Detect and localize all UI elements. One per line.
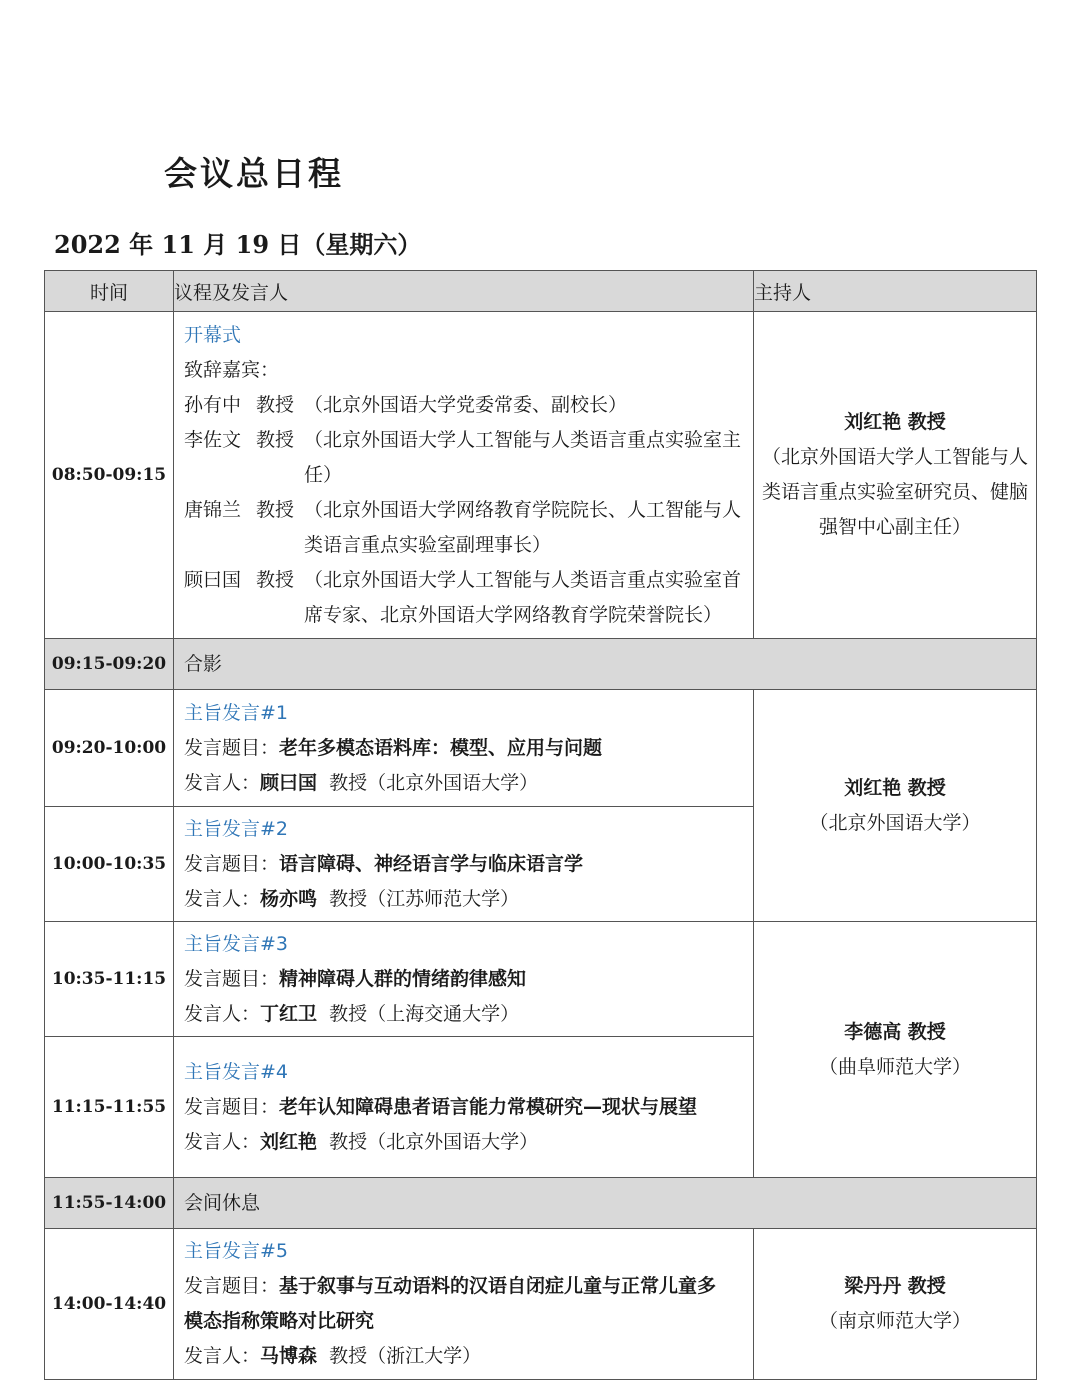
agenda-cell-photo: 合影 — [174, 639, 1037, 690]
header-time: 时间 — [45, 271, 174, 312]
time-cell: 11:15-11:55 — [45, 1037, 174, 1178]
keynote-title: 主旨发言#2 — [184, 817, 289, 840]
topic-text: 老年多模态语料库：模型、应用与问题 — [279, 736, 603, 759]
topic-line — [184, 847, 745, 882]
speaker-affiliation: （北京外国语大学） — [367, 771, 539, 794]
speaker-name: 刘红艳 — [260, 1130, 318, 1153]
agenda-cell-keynote — [174, 807, 754, 922]
time-cell: 14:00-14:40 — [45, 1229, 174, 1380]
host-cell-keynote-5 — [754, 1229, 1037, 1380]
speaker-affiliation: （北京外国语大学人工智能与人类语言重点实验室主任） — [304, 428, 742, 486]
keynote-title: 主旨发言#5 — [184, 1240, 289, 1262]
topic-label: 发言题目： — [184, 1095, 280, 1118]
speaker-affiliation: （上海交通大学） — [367, 1002, 520, 1025]
speaker-title: 教授 — [256, 498, 295, 521]
topic-line — [184, 962, 745, 997]
speaker-line — [184, 1125, 745, 1160]
speaker-title: 教授 — [329, 1345, 368, 1367]
speaker-name: 顾曰国 — [260, 771, 318, 794]
header-agenda: 议程及发言人 — [174, 271, 754, 312]
speaker-label: 发言人： — [184, 1130, 261, 1153]
host-cell-keynote-1-2 — [754, 690, 1037, 922]
guests-label: 致辞嘉宾： — [184, 358, 280, 381]
topic-text: 老年认知障碍患者语言能力常模研究—现状与展望 — [279, 1095, 698, 1118]
speaker-line — [184, 766, 745, 801]
speaker-line — [184, 882, 745, 917]
keynote-title: 主旨发言#4 — [184, 1060, 289, 1083]
keynote-title: 主旨发言#3 — [184, 932, 289, 955]
agenda-cell-break: 会间休息 — [174, 1178, 1037, 1229]
agenda-cell-keynote — [174, 1229, 754, 1380]
speaker-affiliation: （江苏师范大学） — [367, 887, 520, 910]
speaker-name: 李佐文 — [184, 428, 242, 451]
agenda-cell-keynote — [174, 922, 754, 1037]
table-row-keynote-3 — [45, 922, 1037, 1037]
speaker-entry — [184, 493, 745, 563]
topic-line — [184, 731, 745, 766]
speaker-affiliation: （浙江大学） — [367, 1345, 482, 1367]
host-affiliation: （北京外国语大学） — [809, 811, 981, 834]
time-cell: 09:20-10:00 — [45, 690, 174, 807]
speaker-name: 丁红卫 — [260, 1002, 318, 1025]
speaker-name: 马博森 — [260, 1345, 318, 1367]
speaker-name: 顾曰国 — [184, 568, 242, 591]
speaker-name: 杨亦鸣 — [260, 887, 318, 910]
speaker-entry — [184, 563, 745, 633]
host-affiliation: （南京师范大学） — [818, 1310, 971, 1332]
topic-line — [184, 1090, 745, 1125]
speaker-title: 教授 — [329, 1002, 368, 1025]
table-row-photo — [45, 639, 1037, 690]
speaker-affiliation: （北京外国语大学党委常委、副校长） — [304, 393, 628, 416]
host-cell-keynote-3-4 — [754, 922, 1037, 1178]
time-cell: 10:35-11:15 — [45, 922, 174, 1037]
speaker-affiliation: （北京外国语大学） — [367, 1130, 539, 1153]
host-affiliation: （北京外国语大学人工智能与人类语言重点实验室研究员、健脑强智中心副主任） — [761, 446, 1028, 538]
speaker-affiliation: （北京外国语大学人工智能与人类语言重点实验室首席专家、北京外国语大学网络教育学院荣誉院长） — [304, 568, 742, 626]
speaker-title: 教授 — [329, 771, 368, 794]
time-cell: 11:55-14:00 — [45, 1178, 174, 1229]
session-title: 开幕式 — [184, 323, 242, 346]
topic-label: 发言题目： — [184, 736, 280, 759]
agenda-cell-opening — [174, 312, 754, 639]
speaker-affiliation: （北京外国语大学网络教育学院院长、人工智能与人类语言重点实验室副理事长） — [304, 498, 742, 556]
speaker-title: 教授 — [256, 568, 295, 591]
host-name: 梁丹丹 教授 — [844, 1275, 946, 1297]
time-cell: 08:50-09:15 — [45, 312, 174, 639]
speaker-title: 教授 — [256, 428, 295, 451]
page-title: 会议总日程 — [164, 154, 344, 193]
speaker-entry — [184, 388, 745, 423]
topic-text: 语言障碍、神经语言学与临床语言学 — [279, 852, 584, 875]
speaker-line — [184, 1339, 745, 1374]
host-name: 刘红艳 教授 — [844, 411, 946, 433]
speaker-title: 教授 — [329, 1130, 368, 1153]
time-cell: 10:00-10:35 — [45, 807, 174, 922]
topic-label: 发言题目： — [184, 967, 280, 990]
table-row-keynote-1 — [45, 690, 1037, 807]
keynote-title: 主旨发言#1 — [184, 701, 289, 724]
host-name: 刘红艳 教授 — [844, 776, 946, 799]
table-row-keynote-5 — [45, 1229, 1037, 1380]
topic-label: 发言题目： — [184, 1275, 280, 1297]
speaker-name: 孙有中 — [184, 393, 242, 416]
host-cell-opening — [754, 312, 1037, 639]
speaker-title: 教授 — [256, 393, 295, 416]
header-host: 主持人 — [754, 271, 1037, 312]
speaker-name: 唐锦兰 — [184, 498, 242, 521]
speaker-entry — [184, 423, 745, 493]
schedule-table — [44, 270, 1037, 1380]
speaker-label: 发言人： — [184, 771, 261, 794]
agenda-cell-keynote — [174, 690, 754, 807]
topic-text: 基于叙事与互动语料的汉语自闭症儿童与正常儿童多 — [279, 1275, 717, 1297]
topic-text: 精神障碍人群的情绪韵律感知 — [279, 967, 527, 990]
speaker-label: 发言人： — [184, 887, 261, 910]
speaker-title: 教授 — [329, 887, 368, 910]
date-heading: 2022 年 11 月 19 日（星期六） — [54, 230, 422, 259]
time-cell: 09:15-09:20 — [45, 639, 174, 690]
host-affiliation: （曲阜师范大学） — [818, 1055, 971, 1078]
agenda-cell-keynote — [174, 1037, 754, 1178]
speaker-label: 发言人： — [184, 1345, 261, 1367]
topic-line — [184, 1269, 745, 1304]
table-row-break — [45, 1178, 1037, 1229]
topic-text-continued: 模态指称策略对比研究 — [184, 1310, 375, 1332]
host-name: 李德高 教授 — [844, 1020, 946, 1043]
table-row-opening — [45, 312, 1037, 639]
topic-label: 发言题目： — [184, 852, 280, 875]
speaker-label: 发言人： — [184, 1002, 261, 1025]
table-header-row — [45, 271, 1037, 312]
speaker-line — [184, 997, 745, 1032]
